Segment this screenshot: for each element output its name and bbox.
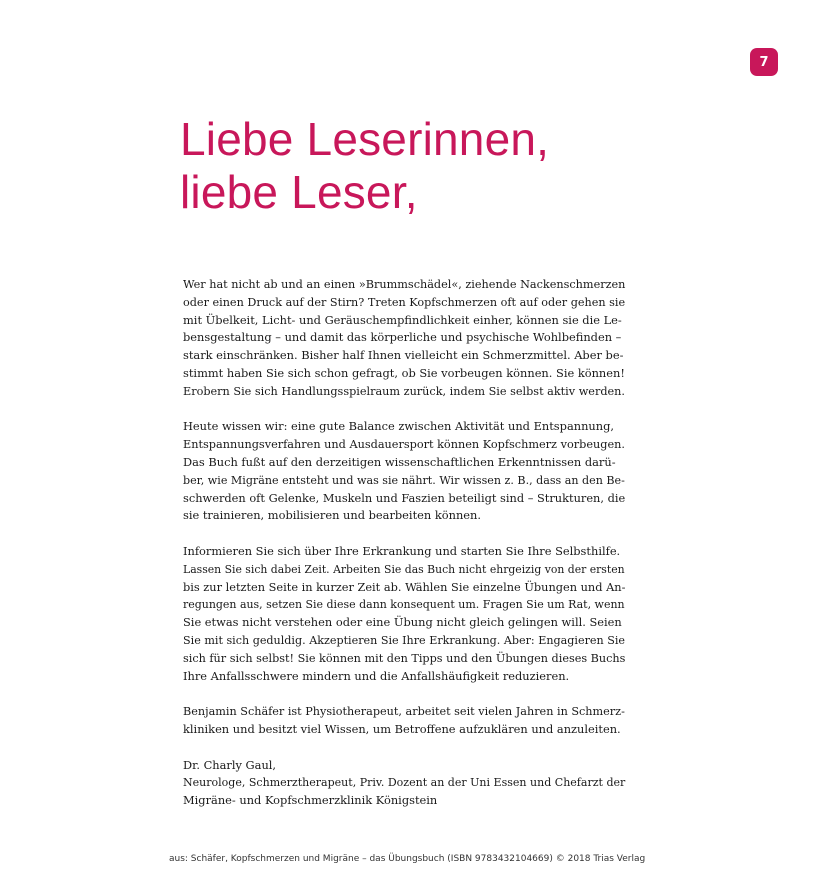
text-line: Lassen Sie sich dabei Zeit. Arbeiten Sie das Buch nicht ehrgeizig von der ersten xyxy=(183,561,625,576)
paragraph xyxy=(183,418,626,525)
text-line: bis zur letzten Seite in kurzer Zeit ab. Wählen Sie einzelne Übungen und An- xyxy=(183,579,626,594)
text-line: ber, wie Migräne entsteht und was sie nährt. Wir wissen z. B., dass an den Be- xyxy=(183,472,625,487)
text-line: Wer hat nicht ab und an einen »Brummschädel«, ziehende Nackenschmerzen xyxy=(183,277,626,291)
text-line: stark einschränken. Bisher half Ihnen vielleicht ein Schmerzmittel. Aber be- xyxy=(183,348,624,363)
page-number-badge xyxy=(750,48,778,76)
text-line: sich für sich selbst! Sie können mit den Tipps und den Übungen dieses Buchs xyxy=(183,650,626,665)
text-line: Neurologe, Schmerztherapeut, Priv. Dozent an der Uni Essen und Chefarzt der xyxy=(183,775,626,790)
text-line: Sie mit sich geduldig. Akzeptieren Sie Ihre Erkrankung. Aber: Engagieren Sie xyxy=(183,632,626,647)
paragraph xyxy=(183,757,626,810)
page-number: 7 xyxy=(759,54,769,70)
paragraph xyxy=(183,276,626,401)
heading-line-1: Liebe Leserinnen, xyxy=(180,113,550,165)
text-line: mit Übelkeit, Licht- und Geräuschempfindlichkeit einher, können sie die Le- xyxy=(183,312,622,327)
heading-line-2: liebe Leser, xyxy=(180,166,418,218)
text-line: Das Buch fußt auf den derzeitigen wissenschaftlichen Erkenntnissen darü- xyxy=(183,454,616,469)
text-line: oder einen Druck auf der Stirn? Treten Kopfschmerzen oft auf oder gehen sie xyxy=(183,294,626,309)
text-line: Sie etwas nicht verstehen oder eine Übung nicht gleich gelingen will. Seien xyxy=(183,615,622,630)
text-line: Dr. Charly Gaul, xyxy=(183,757,277,772)
paragraph xyxy=(183,703,623,739)
paragraph xyxy=(183,543,626,685)
page-heading xyxy=(180,113,549,219)
text-line: Informieren Sie sich über Ihre Erkrankung und starten Sie Ihre Selbsthilfe. xyxy=(183,543,621,558)
text-line: sie trainieren, mobilisieren und bearbeiten können. xyxy=(183,508,481,523)
text-line: bensgestaltung – und damit das körperliche und psychische Wohlbefinden – xyxy=(183,330,622,345)
text-line: schwerden oft Gelenke, Muskeln und Faszien beteiligt sind – Strukturen, die xyxy=(183,490,626,505)
text-line: Entspannungsverfahren und Ausdauersport können Kopfschmerz vorbeugen. xyxy=(183,437,625,452)
body-text xyxy=(183,276,626,828)
text-line: stimmt haben Sie sich schon gefragt, ob Sie vorbeugen können. Sie können! xyxy=(183,365,625,380)
text-line: regungen aus, setzen Sie diese dann konsequent um. Fragen Sie um Rat, wenn xyxy=(183,597,625,612)
text-line: Benjamin Schäfer ist Physiotherapeut, arbeitet seit vielen Jahren in Schmerz- xyxy=(183,704,625,719)
text-line: Erobern Sie sich Handlungsspielraum zurück, indem Sie selbst aktiv werden. xyxy=(183,383,625,398)
source-footer: aus: Schäfer, Kopfschmerzen und Migräne – das Übungsbuch (ISBN 9783432104669) © 2018 Trias Verlag xyxy=(169,854,646,864)
text-line: kliniken und besitzt viel Wissen, um Betroffene aufzuklären und anzuleiten. xyxy=(183,721,621,736)
text-line: Ihre Anfallsschwere mindern und die Anfallshäufigkeit reduzieren. xyxy=(183,668,570,683)
text-line: Migräne- und Kopfschmerzklinik Königstein xyxy=(183,793,438,808)
text-line: Heute wissen wir: eine gute Balance zwischen Aktivität und Entspannung, xyxy=(183,419,614,434)
